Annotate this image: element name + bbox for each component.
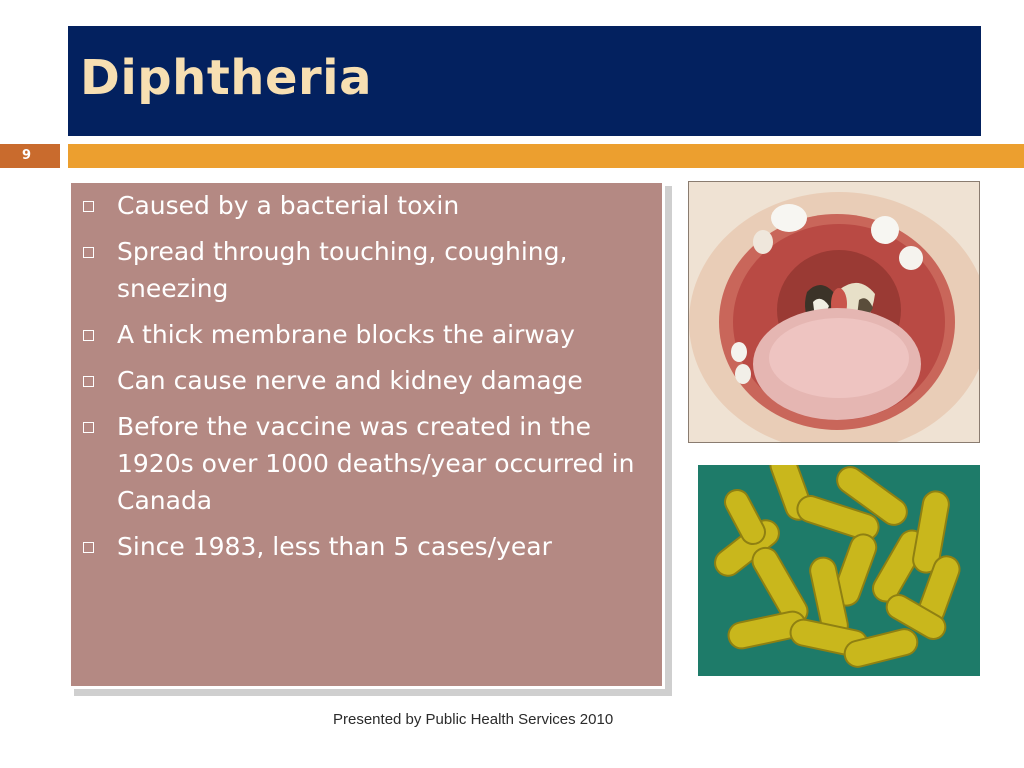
slide-number-box xyxy=(0,144,60,168)
accent-bar xyxy=(68,144,1024,168)
bullet-text: Spread through touching, coughing, sneezing xyxy=(117,237,568,303)
square-bullet-icon xyxy=(83,422,94,433)
square-bullet-icon xyxy=(83,201,94,212)
square-bullet-icon xyxy=(83,376,94,387)
bullet-item xyxy=(83,316,643,353)
throat-illustration xyxy=(689,182,979,442)
footer-credit: Presented by Public Health Services 2010 xyxy=(333,711,614,728)
slide-number: 9 xyxy=(22,148,32,163)
square-bullet-icon xyxy=(83,542,94,553)
bullet-item xyxy=(83,362,643,399)
throat-photo xyxy=(688,181,980,443)
content-box xyxy=(68,180,665,689)
bullet-item xyxy=(83,408,643,519)
bullet-text: Since 1983, less than 5 cases/year xyxy=(117,532,552,561)
title-bar xyxy=(68,26,981,136)
bullet-text: Caused by a bacterial toxin xyxy=(117,191,460,220)
bullet-item xyxy=(83,233,643,307)
square-bullet-icon xyxy=(83,247,94,258)
bullet-text: A thick membrane blocks the airway xyxy=(117,320,575,349)
bacteria-photo xyxy=(698,465,980,676)
bullet-text: Can cause nerve and kidney damage xyxy=(117,366,583,395)
bullet-item xyxy=(83,528,643,565)
bullet-text: Before the vaccine was created in the 1920s over 1000 deaths/year occurred in Canada xyxy=(117,412,635,515)
bullet-list xyxy=(83,187,643,574)
slide-title: Diphtheria xyxy=(80,50,373,106)
square-bullet-icon xyxy=(83,330,94,341)
bacteria-illustration xyxy=(698,465,980,676)
bullet-item xyxy=(83,187,643,224)
